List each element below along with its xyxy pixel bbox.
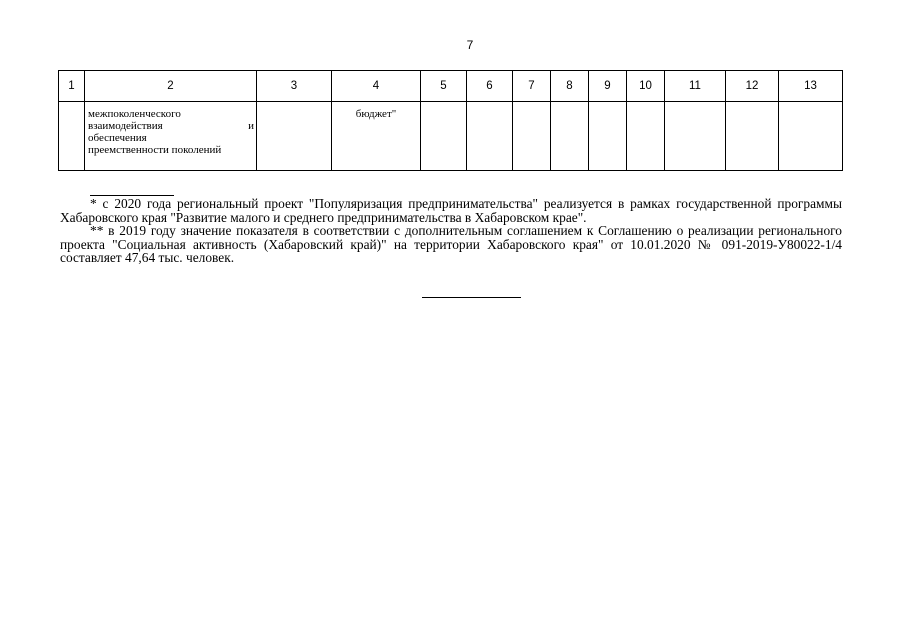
column-number: 6 bbox=[467, 71, 513, 102]
indicator-name-cell bbox=[85, 102, 257, 171]
table-cell bbox=[467, 102, 513, 171]
table-cell bbox=[726, 102, 779, 171]
table-cell bbox=[779, 102, 843, 171]
indicator-table bbox=[58, 70, 843, 171]
indicator-name-line: межпоколенческого bbox=[88, 108, 181, 120]
indicator-name-line: преемственности поколений bbox=[88, 144, 222, 156]
indicator-name-line: обеспечения bbox=[88, 132, 147, 144]
column-number: 1 bbox=[59, 71, 85, 102]
footnotes bbox=[60, 195, 842, 265]
column-number: 4 bbox=[332, 71, 421, 102]
column-number: 8 bbox=[551, 71, 589, 102]
table-cell bbox=[589, 102, 627, 171]
table-cell bbox=[627, 102, 665, 171]
column-number: 5 bbox=[421, 71, 467, 102]
column-number: 11 bbox=[665, 71, 726, 102]
table-cell bbox=[513, 102, 551, 171]
footnote: ** в 2019 году значение показателя в соответствии с дополнительным соглашением к Соглашению о реализации регионального проекта "Социальная активность (Хабаровский край)" на территории Хабаровского края" от 10.01.2020 № 091-2019-У80022-1/4 составляет 47,64 тыс. человек. bbox=[60, 223, 842, 265]
table-row bbox=[59, 102, 843, 171]
page-number: 7 bbox=[466, 38, 474, 52]
column-number: 2 bbox=[85, 71, 257, 102]
table-cell bbox=[551, 102, 589, 171]
row-number-cell bbox=[59, 102, 85, 171]
column-number: 13 bbox=[779, 71, 843, 102]
table-cell bbox=[665, 102, 726, 171]
table-cell bbox=[421, 102, 467, 171]
table-cell bbox=[257, 102, 332, 171]
column-number: 10 bbox=[627, 71, 665, 102]
indicator-name-line-justified bbox=[88, 120, 254, 132]
column-number: 9 bbox=[589, 71, 627, 102]
footnote-separator bbox=[90, 195, 174, 196]
footnote: * с 2020 года региональный проект "Популяризация предпринимательства" реализуется в рамках государственной программы Хабаровского края "Развитие малого и среднего предпринимательства в Хабаровском крае". bbox=[60, 196, 842, 225]
column-number-row bbox=[59, 71, 843, 102]
end-of-document-line bbox=[422, 297, 521, 298]
column-number: 7 bbox=[513, 71, 551, 102]
funding-source-cell: бюджет" bbox=[332, 102, 421, 171]
column-number: 12 bbox=[726, 71, 779, 102]
indicator-name-word: и bbox=[248, 120, 254, 132]
indicator-name-word: взаимодействия bbox=[88, 120, 163, 132]
column-number: 3 bbox=[257, 71, 332, 102]
